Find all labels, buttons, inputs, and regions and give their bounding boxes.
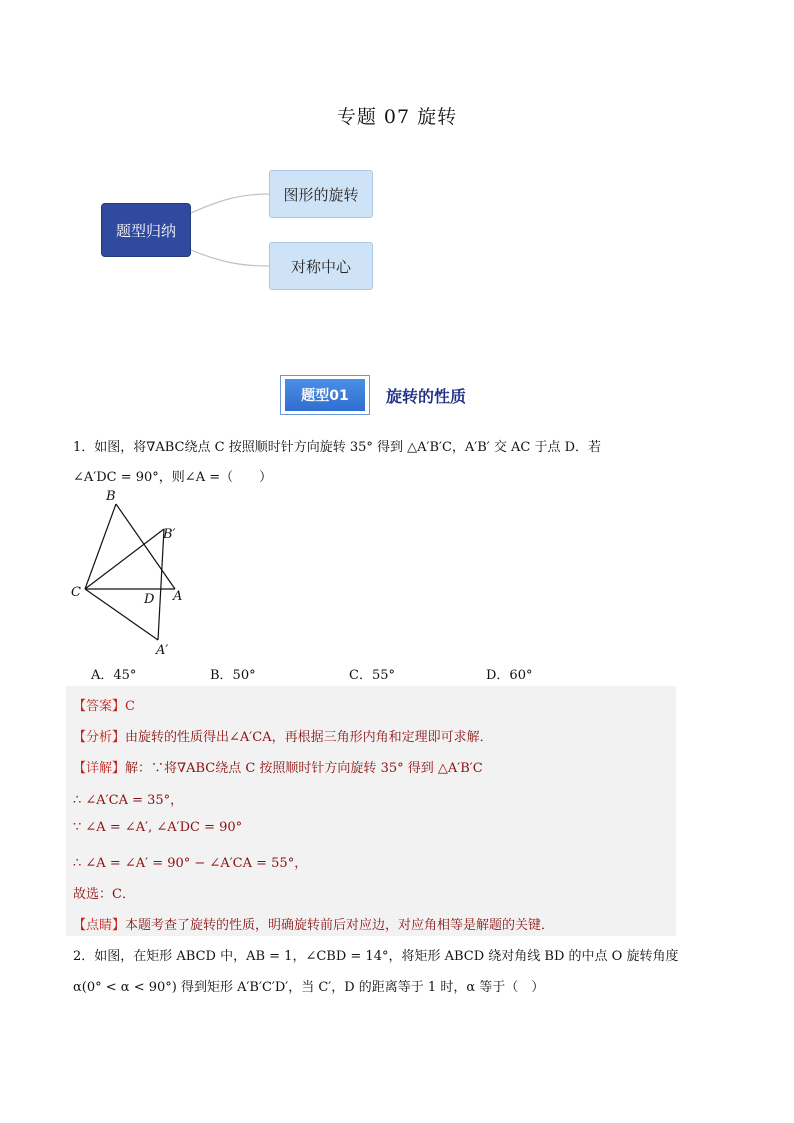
label-Bp: B′ [163,527,176,542]
section-title: 旋转的性质 [386,387,467,406]
q1-line1: 1．如图，将∇ABC绕点 C 按照顺时针方向旋转 35° 得到 △A′B′C，A′B′ 交 AC 于点 D．若 [73,440,602,455]
q1-option-c: C．55° [349,668,395,683]
detail-text: 解：∵将∇ABC绕点 C 按照顺时针方向旋转 35° 得到 △A′B′C [125,761,483,776]
label-D: D [144,592,155,607]
answer-row [73,695,135,714]
q2-line2: α(0° < α < 90°) 得到矩形 A′B′C′D′，当 C′，D 的距离等于 1 时，α 等于（ ） [73,980,545,995]
mindmap-node-rotation: 图形的旋转 [269,170,373,218]
label-C: C [71,585,81,600]
step-3: ∴ ∠A = ∠A′ = 90° − ∠A′CA = 55°， [73,856,308,871]
q1-figure [60,484,200,660]
q1-option-d: D．60° [486,668,533,683]
analysis-row [73,726,493,745]
analysis-tag: 【分析】 [73,730,126,745]
section-badge: 题型01 [285,379,365,411]
q2-line1: 2．如图，在矩形 ABCD 中，AB = 1，∠CBD = 14°，将矩形 ABCD 绕对角线 BD 的中点 O 旋转角度 [73,949,679,964]
choice-row: 故选：C． [73,887,135,902]
label-A: A [173,589,183,604]
comment-text: 本题考查了旋转的性质，明确旋转前后对应边，对应角相等是解题的关键． [125,918,555,933]
label-Ap: A′ [156,643,169,658]
comment-row [73,914,554,933]
step-2: ∵ ∠A = ∠A′, ∠A′DC = 90° [73,820,243,835]
mindmap-root: 题型归纳 [101,203,191,257]
solution-panel [66,686,676,936]
mindmap-node-center: 对称中心 [269,242,373,290]
analysis-text: 由旋转的性质得出∠A′CA，再根据三角形内角和定理即可求解． [125,730,493,745]
detail-tag: 【详解】 [73,761,126,776]
q1-option-b: B．50° [210,668,256,683]
detail-row [73,757,483,776]
page-title: 专题 07 旋转 [336,106,458,128]
mindmap-connectors [0,0,794,320]
step-1: ∴ ∠A′CA = 35°， [73,793,184,808]
q1-line2: ∠A′DC = 90°，则∠A =（ ） [73,470,273,485]
q1-option-a: A．45° [91,668,137,683]
answer-value: C [125,699,135,714]
answer-tag: 【答案】 [73,699,126,714]
label-B: B [106,489,116,504]
comment-tag: 【点睛】 [73,918,126,933]
